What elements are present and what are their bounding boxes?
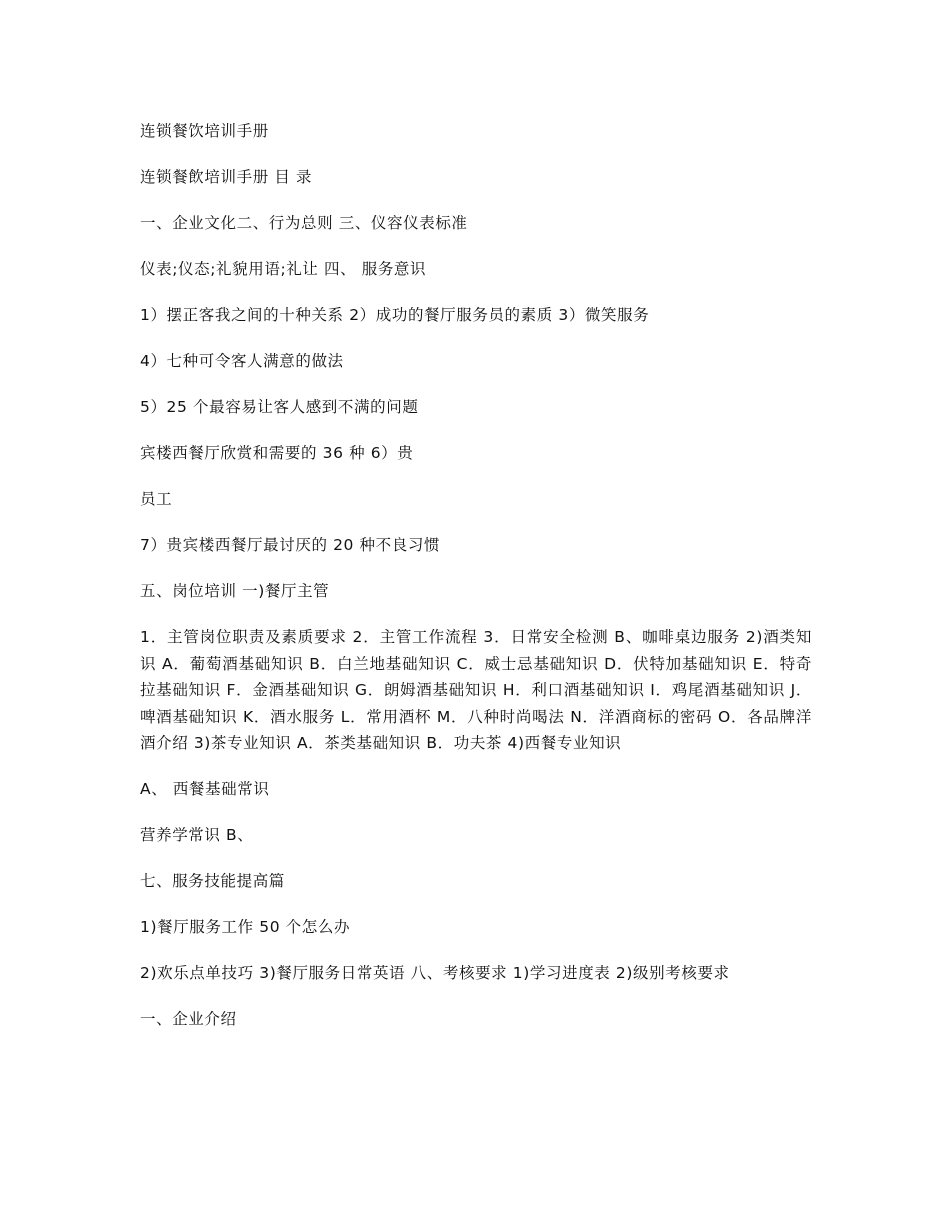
toc-line: 1）摆正客我之间的十种关系 2）成功的餐厅服务员的素质 3）微笑服务 [140,306,650,324]
document-body [140,118,812,1052]
toc-line: 七、服务技能提高篇 [140,872,285,890]
toc-line: 2)欢乐点单技巧 3)餐厅服务日常英语 八、考核要求 1)学习进度表 2)级别考核要求 [140,964,730,982]
toc-heading: 连锁餐飲培训手册 目 录 [140,168,313,186]
toc-line: 5）25 个最容易让客人感到不满的问题 [140,398,419,416]
toc-line: 营养学常识 B、 [140,826,254,844]
toc-line: 仪表;仪态;礼貌用语;礼让 四、 服务意识 [140,260,427,278]
toc-line: 1)餐厅服务工作 50 个怎么办 [140,918,351,936]
toc-line: 宾楼西餐厅欣赏和需要的 36 种 6）贵 [140,444,414,462]
toc-line: 一、企业文化二、行为总则 三、仪容仪表标准 [140,214,468,232]
toc-line: A、 西餐基础常识 [140,780,270,798]
toc-line: 员工 [140,490,173,508]
toc-line: 4）七种可令客人满意的做法 [140,352,344,370]
document-title: 连锁餐饮培训手册 [140,122,269,140]
section-heading: 一、企业介绍 [140,1010,237,1028]
toc-line: 7）贵宾楼西餐厅最讨厌的 20 种不良习惯 [140,536,441,554]
toc-line: 五、岗位培训 一)餐厅主管 [140,582,330,600]
toc-paragraph: 1．主管岗位职责及素质要求 2．主管工作流程 3．日常安全检测 B、咖啡桌边服务 2)酒类知识 A．葡萄酒基础知识 B．白兰地基础知识 C．威士忌基础知识 D．伏特加基础知识 E．特奇拉基础知识 F．金酒基础知识 G．朗姆酒基础知识 H．利口酒基础知识 I．鸡尾酒基础知识 J．啤酒基础知识 K．酒水服务 L．常用酒杯 M．八种时尚喝法 N．洋酒商标的密码 O．各品牌洋酒介绍 3)茶专业知识 A．茶类基础知识 B．功夫茶 4)西餐专业知识 [140,628,812,752]
